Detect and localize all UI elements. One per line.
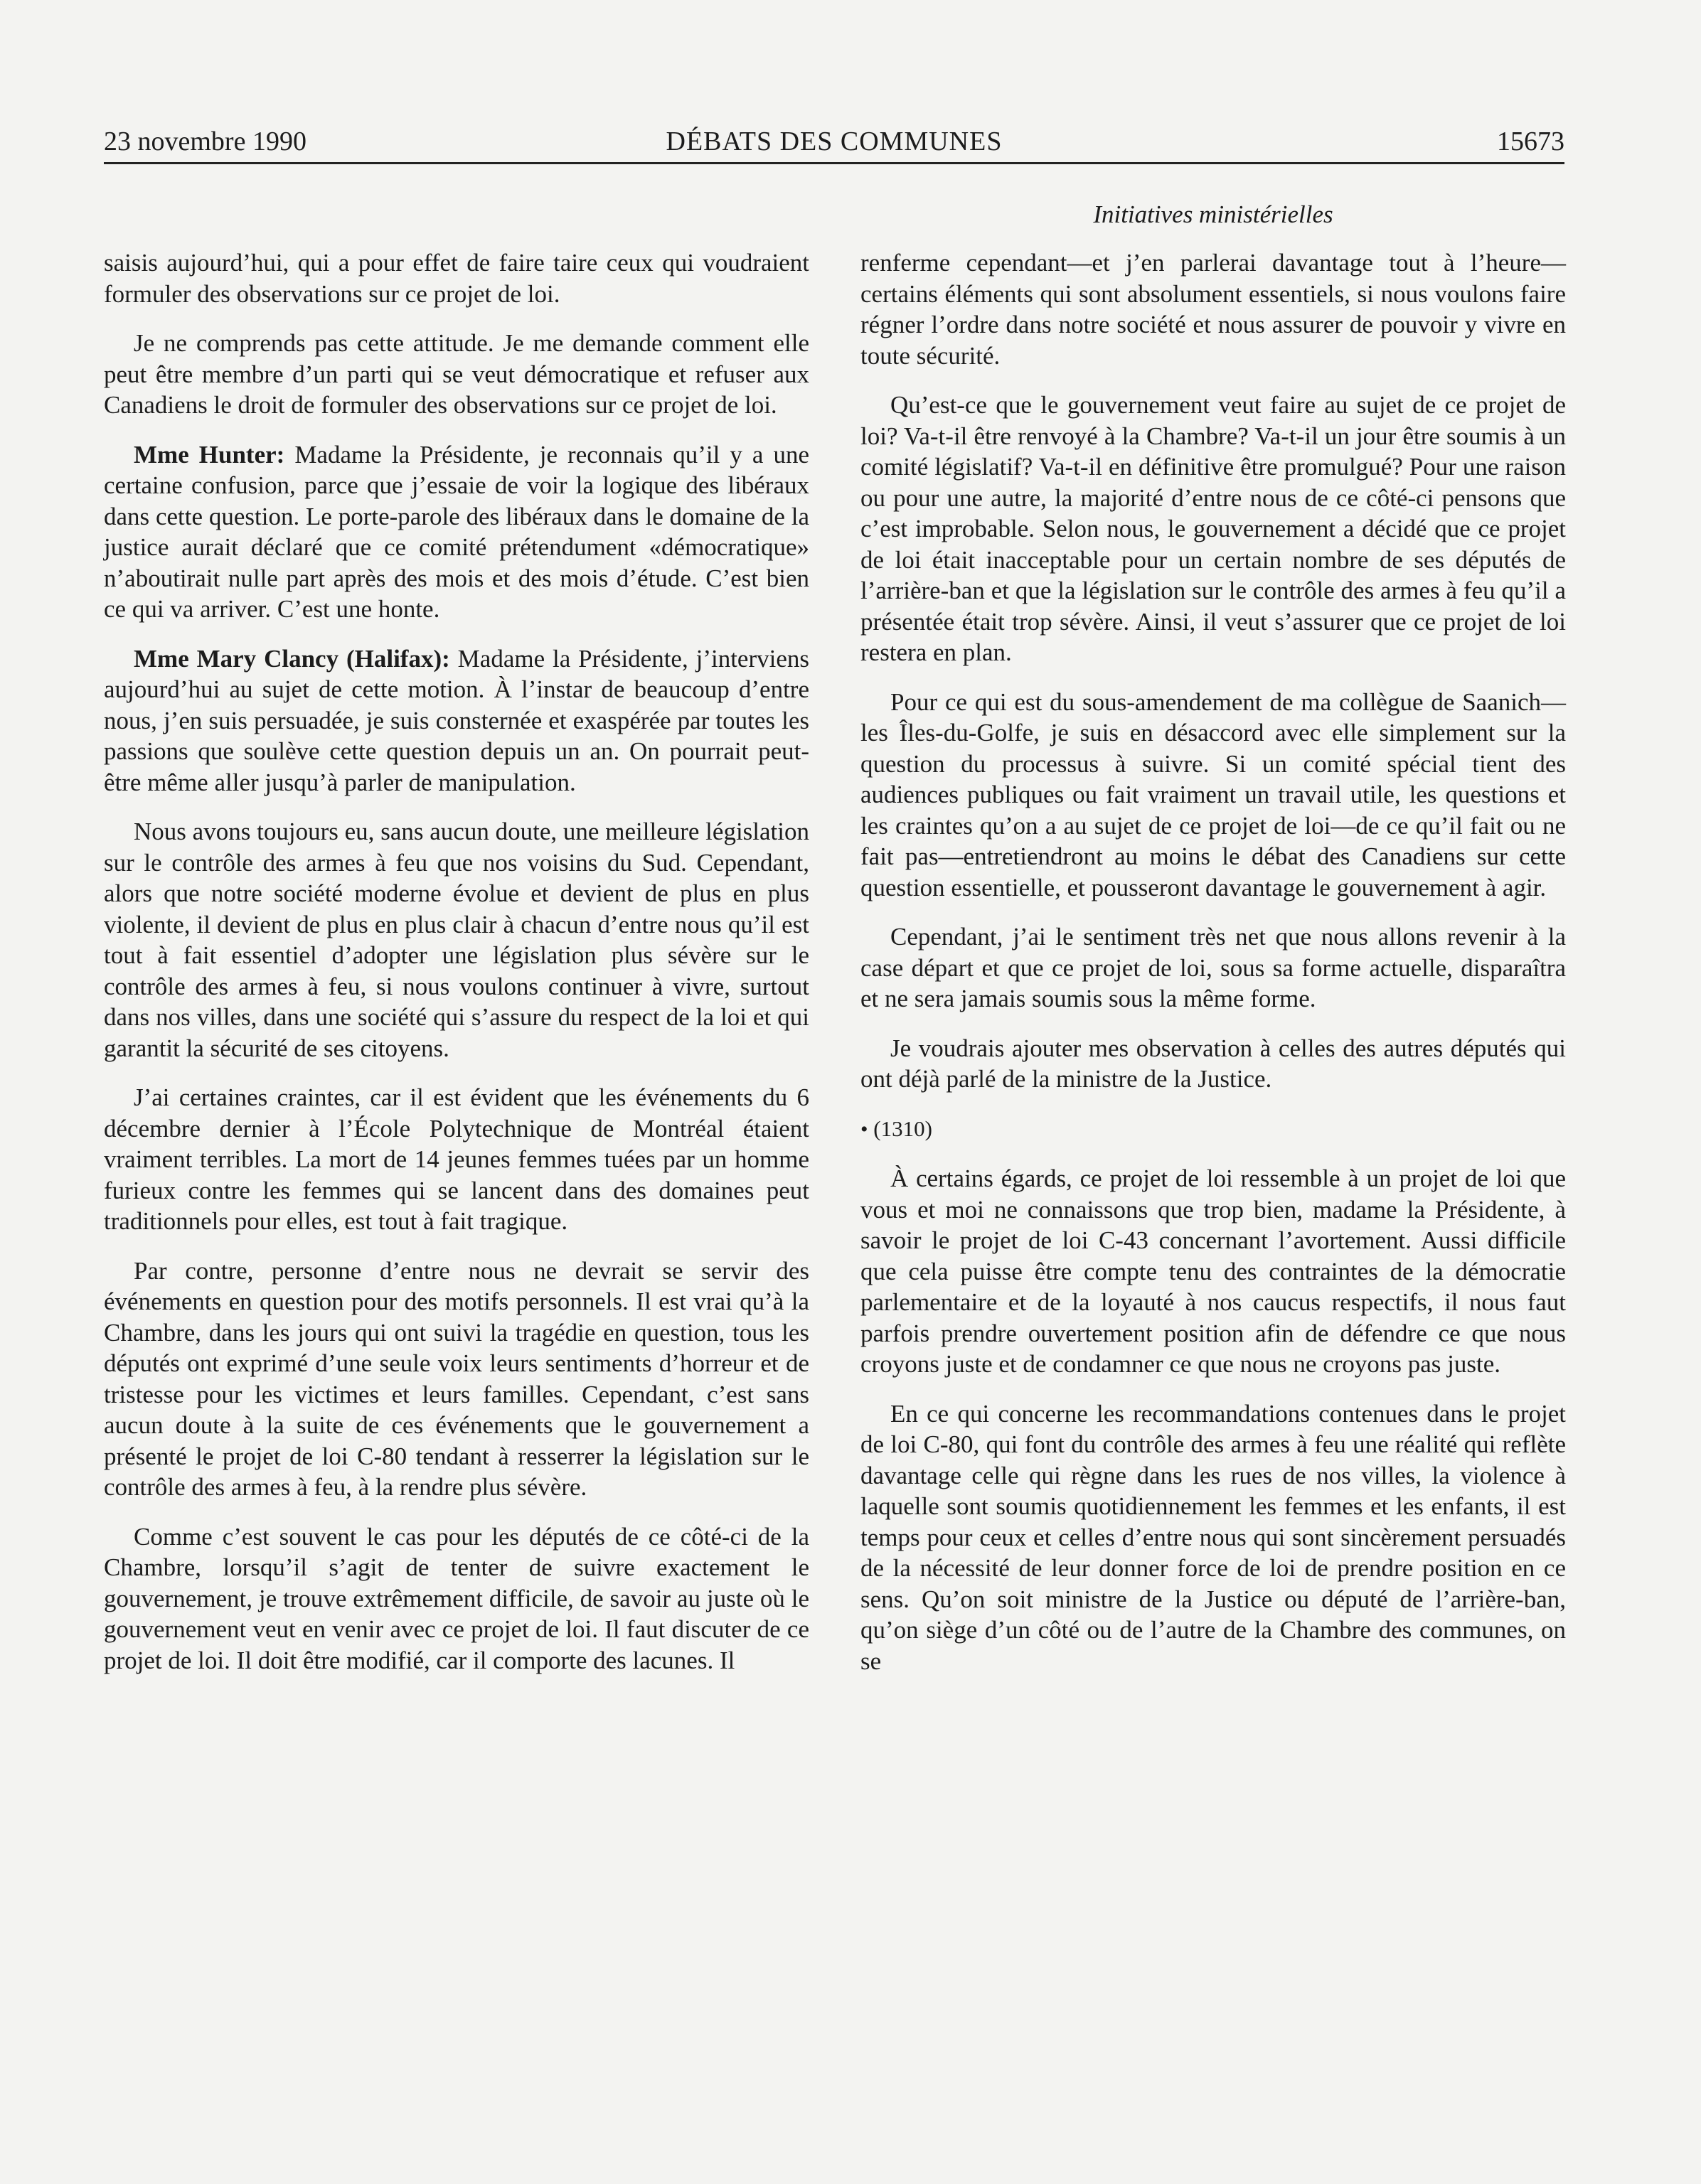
header-title: DÉBATS DES COMMUNES [666,127,1003,156]
time-marker [860,1113,1566,1145]
paragraph: J’ai certaines craintes, car il est évident que les événements du 6 décembre dernier à l’École Polytechnique de Montréal étaient vraiment terribles. La mort de 14 jeunes femmes tuées par un homme furieux contre les femmes qui se lancent dans des domaines peut traditionnels pour elles, est tout à fait tragique. [104,1083,809,1235]
paragraph: saisis aujourd’hui, qui a pour effet de faire taire ceux qui voudraient formuler des observations sur ce projet de loi. [104,249,809,308]
right-column [860,247,1566,1695]
paragraph: Je ne comprends pas cette attitude. Je me demande comment elle peut être membre d’un parti qui se veut démocratique et refuser aux Canadiens le droit de formuler des observations sur ce projet de loi. [104,329,809,419]
left-column [104,247,809,1694]
speech-text: Madame la Présidente, je reconnais qu’il y a une certaine confusion, parce que j’essaie de voir la logique des libéraux dans cette question. Le porte-parole des libéraux dans le domaine de la justice aurait déclaré que ce comité prétendument «démocratique» n’aboutirait nulle part après des mois et des mois d’étude. C’est bien ce qui va arriver. C’est une honte. [104,440,809,623]
paragraph: Comme c’est souvent le cas pour les députés de ce côté-ci de la Chambre, lorsqu’il s’agit de tenter de suivre exactement le gouvernement, je trouve extrêmement difficile, de savoir au juste où le gouvernement veut en venir avec ce projet de loi. Il faut discuter de ce projet de loi. Il doit être modifié, car il comporte des lacunes. Il [104,1522,809,1674]
bullet-icon: • [860,1117,868,1141]
speaker-name: Mme Mary Clancy (Halifax): [134,644,450,673]
paragraph: En ce qui concerne les recommandations contenues dans le projet de loi C-80, qui font du contrôle des armes à feu une réalité qui reflète davantage celle qui règne dans les rues de nos villes, la violence à laquelle sont soumis quotidiennement les femmes et les enfants, il est temps pour ceux et celles d’entre nous qui sont sincèrement persuadés de la nécessité de leur donner force de loi de prendre position en ce sens. Qu’on soit ministre de la Justice ou député de l’arrière-ban, qu’on siège d’un côté ou de l’autre de la Chambre des communes, on se [860,1399,1566,1675]
paragraph: renferme cependant—et j’en parlerai davantage tout à l’heure—certains éléments qui sont absolument essentiels, si nous voulons faire régner l’ordre dans notre société et nous assurer de pouvoir y vivre en toute sécurité. [860,249,1566,370]
header-date: 23 novembre 1990 [104,127,306,156]
header-page-number: 15673 [1497,127,1564,156]
speech-paragraph [104,643,809,798]
paragraph: Pour ce qui est du sous-amendement de ma collègue de Saanich—les Îles-du-Golfe, je suis en désaccord avec elle simplement sur la question du processus à suivre. Si un comité spécial tient des audiences publiques ou fait vraiment un travail utile, les questions et les craintes qu’on a au sujet de ce projet de loi—de ce qu’il fait ou ne fait pas—entretiendront au moins le débat des Canadiens sur cette question essentielle, et pousseront davantage le gouvernement à agir. [860,687,1566,901]
paragraph: Je voudrais ajouter mes observation à celles des autres députés qui ont déjà parlé de la ministre de la Justice. [860,1034,1566,1093]
header-rule [104,162,1564,164]
paragraph: Par contre, personne d’entre nous ne devrait se servir des événements en question pour des motifs personnels. Il est vrai qu’à la Chambre, dans les jours qui ont suivi la tragédie en question, tous les députés ont exprimé d’une seule voix leurs sentiments d’horreur et de tristesse pour les victimes et leurs familles. Cependant, c’est sans aucun doute à la suite de ces événements que le gouvernement a présenté le projet de loi C-80 tendant à resserrer la législation sur le contrôle des armes à feu, à la rendre plus sévère. [104,1256,809,1501]
time-marker-text: (1310) [873,1115,932,1141]
paragraph: Cependant, j’ai le sentiment très net que nous allons revenir à la case départ et que ce projet de loi, sous sa forme actuelle, disparaîtra et ne sera jamais soumis sous la même forme. [860,923,1566,1012]
speech-text: Madame la Présidente, j’interviens aujourd’hui au sujet de cette motion. À l’instar de beaucoup d’entre nous, j’en suis persuadée, je suis consternée et exaspérée par toutes les passions que soulève cette question depuis un an. On pourrait peut-être même aller jusqu’à parler de manipulation. [104,644,810,796]
paragraph: À certains égards, ce projet de loi ressemble à un projet de loi que vous et moi ne connaissons que trop bien, madame la Présidente, à savoir le projet de loi C-43 concernant l’avortement. Aussi difficile que cela puisse être compte tenu des contraintes de la démocratie parlementaire et de la loyauté à nos caucus respectifs, il nous faut parfois prendre ouvertement position afin de défendre ce que nous croyons juste et de condamner ce que nous ne croyons pas juste. [860,1165,1566,1378]
paragraph: Qu’est-ce que le gouvernement veut faire au sujet de ce projet de loi? Va-t-il être renvoyé à la Chambre? Va-t-il un jour être soumis à un comité législatif? Va-t-il en définitive être promulgué? Pour une raison ou pour une autre, la majorité d’entre nous de ce côté-ci pensons que c’est improbable. Selon nous, le gouvernement a décidé que ce projet de loi était inacceptable pour un certain nombre de ses députés de l’arrière-ban et que la législation sur le contrôle des armes à feu qu’il a présentée était trop sévère. Ainsi, il veut s’assurer que ce projet de loi restera en plan. [860,391,1566,666]
page-header [104,121,1564,162]
speech-paragraph [104,439,809,625]
paragraph: Nous avons toujours eu, sans aucun doute, une meilleure législation sur le contrôle des armes à feu que nos voisins du Sud. Cependant, alors que notre société moderne évolue et devient de plus en plus violente, il devient de plus en plus clair à chacun d’entre nous qu’il est tout à fait essentiel d’adopter une législation plus sévère sur le contrôle des armes à feu, si nous voulons continuer à vivre, surtout dans nos villes, dans une société qui s’assure du respect de la loi et qui garantit la sécurité de ses citoyens. [104,818,809,1062]
speaker-name: Mme Hunter: [134,440,285,469]
section-heading: Initiatives ministérielles [1093,200,1333,228]
